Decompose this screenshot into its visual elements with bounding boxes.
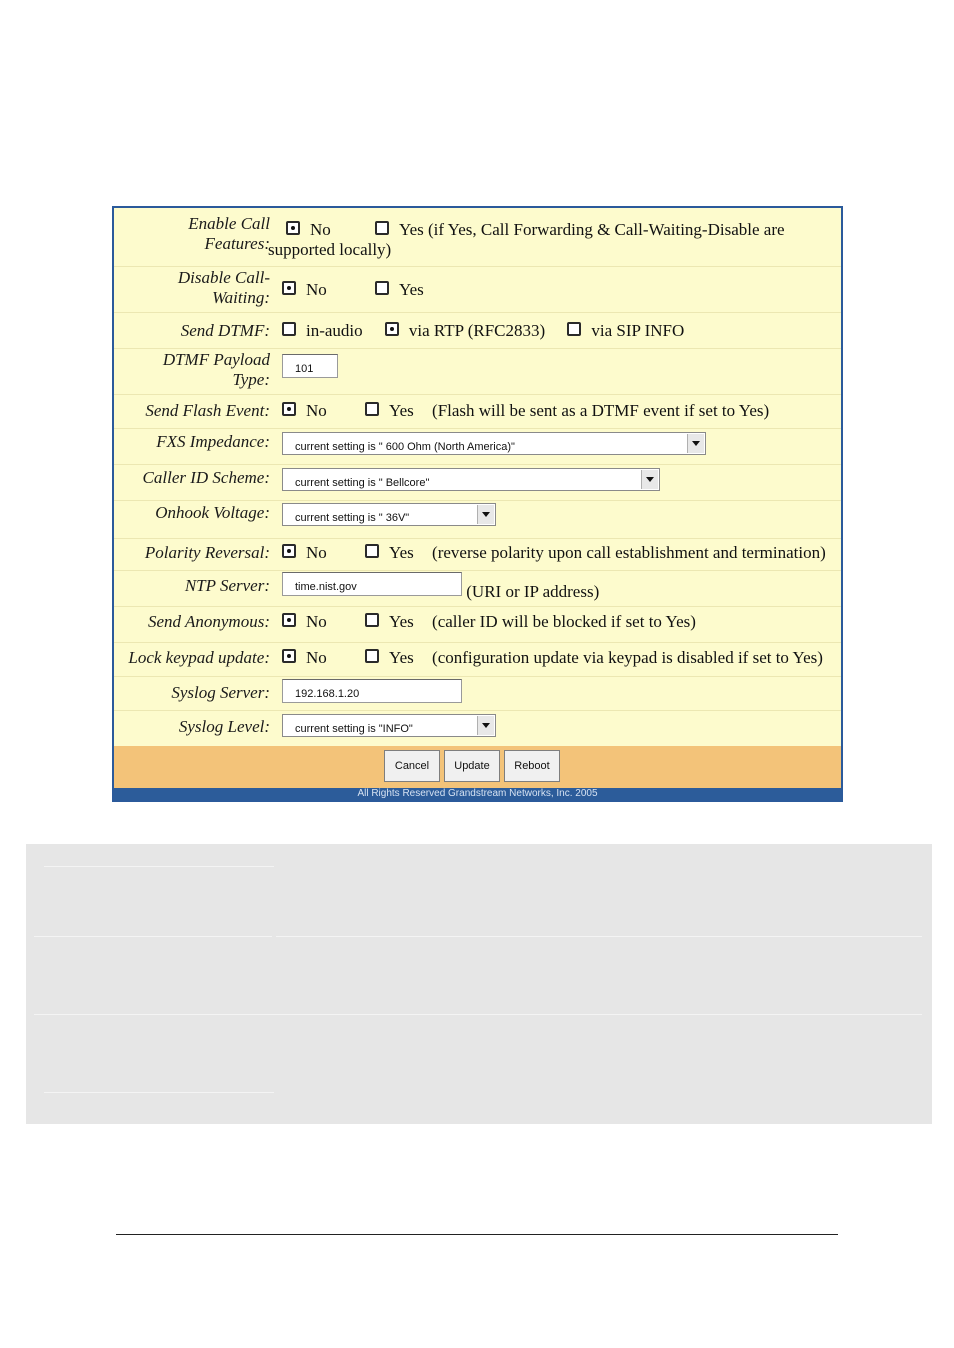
row-polarity-reversal <box>114 538 841 571</box>
row-onhook-voltage <box>114 500 841 539</box>
onhook-voltage-select[interactable]: current setting is " 36V" <box>282 503 496 526</box>
value-syslog-server <box>276 679 837 703</box>
option-no[interactable]: No <box>282 612 327 632</box>
label-enable-call-features: Enable Call Features: <box>188 214 270 253</box>
value-enable-call-features <box>268 220 837 260</box>
value-lock-keypad-update <box>276 648 837 668</box>
label-polarity-reversal: Polarity Reversal: <box>144 543 270 562</box>
label-onhook-voltage: Onhook Voltage: <box>155 503 270 522</box>
label-ntp-server: NTP Server: <box>184 576 270 595</box>
dropdown-arrow-icon[interactable] <box>477 505 494 524</box>
radio-button-icon[interactable] <box>365 649 379 663</box>
label-send-anonymous: Send Anonymous: <box>148 612 270 631</box>
radio-button-icon[interactable] <box>282 544 296 558</box>
row-syslog-server <box>114 676 841 711</box>
option-yes[interactable]: Yes <box>365 612 414 632</box>
note-ntp-server: (URI or IP address) <box>466 582 600 601</box>
row-ntp-server <box>114 570 841 607</box>
value-dtmf-payload-type <box>276 354 837 378</box>
syslog-server-input[interactable]: 192.168.1.20 <box>282 679 462 703</box>
row-enable-call-features <box>114 210 841 267</box>
label-fxs-impedance: FXS Impedance: <box>156 432 270 451</box>
value-fxs-impedance <box>276 432 837 455</box>
dropdown-arrow-icon[interactable] <box>477 716 494 735</box>
option-no[interactable]: No <box>282 648 327 668</box>
radio-button-icon[interactable] <box>282 613 296 627</box>
label-caller-id-scheme: Caller ID Scheme: <box>142 468 270 487</box>
radio-button-icon[interactable] <box>375 221 389 235</box>
divider <box>44 1092 274 1093</box>
option-yes[interactable]: Yes <box>365 543 414 563</box>
option-via-sip-info[interactable]: via SIP INFO <box>567 321 684 341</box>
option-in-audio[interactable]: in-audio <box>282 321 363 341</box>
radio-button-icon[interactable] <box>282 649 296 663</box>
label-send-flash-event: Send Flash Event: <box>145 401 270 420</box>
radio-button-icon[interactable] <box>365 613 379 627</box>
label-send-dtmf: Send DTMF: <box>180 321 270 340</box>
radio-button-icon[interactable] <box>286 221 300 235</box>
caller-id-scheme-select[interactable]: current setting is " Bellcore" <box>282 468 660 491</box>
option-via-rtp[interactable]: via RTP (RFC2833) <box>385 321 545 341</box>
update-button[interactable]: Update <box>444 750 500 782</box>
gray-content-box <box>26 844 932 1124</box>
option-yes[interactable]: Yes <box>375 280 424 300</box>
reboot-button[interactable]: Reboot <box>504 750 560 782</box>
option-no[interactable]: No <box>282 543 327 563</box>
row-send-anonymous <box>114 606 841 643</box>
divider <box>34 1014 922 1015</box>
option-no[interactable]: No <box>282 280 327 300</box>
value-disable-call-waiting <box>276 280 837 300</box>
ntp-server-input[interactable]: time.nist.gov <box>282 572 462 596</box>
radio-button-icon[interactable] <box>365 402 379 416</box>
option-yes[interactable]: Yes (if Yes, Call Forwarding & Call-Waiting-Disable are <box>375 220 785 240</box>
radio-button-icon[interactable] <box>282 281 296 295</box>
option-no[interactable]: No <box>286 220 331 240</box>
value-polarity-reversal <box>276 543 837 563</box>
value-syslog-level <box>276 714 837 737</box>
radio-button-icon[interactable] <box>385 322 399 336</box>
divider <box>34 936 272 937</box>
note-polarity-reversal: (reverse polarity upon call establishment and termination) <box>432 543 826 562</box>
dropdown-arrow-icon[interactable] <box>687 434 704 453</box>
value-ntp-server <box>276 572 837 602</box>
value-caller-id-scheme <box>276 468 837 491</box>
value-send-flash-event <box>276 401 837 421</box>
label-lock-keypad-update: Lock keypad update: <box>128 648 270 667</box>
dropdown-arrow-icon[interactable] <box>641 470 658 489</box>
row-caller-id-scheme <box>114 464 841 501</box>
dtmf-payload-input[interactable]: 101 <box>282 354 338 378</box>
label-dtmf-payload-type: DTMF Payload Type: <box>162 350 270 389</box>
note-lock-keypad-update: (configuration update via keypad is disabled if set to Yes) <box>432 648 823 667</box>
config-panel <box>112 206 843 802</box>
value-send-anonymous <box>276 612 837 632</box>
row-send-dtmf <box>114 312 841 349</box>
row-syslog-level <box>114 710 841 746</box>
button-bar <box>114 746 841 788</box>
option-yes[interactable]: Yes <box>365 648 414 668</box>
option-yes[interactable]: Yes <box>365 401 414 421</box>
row-fxs-impedance <box>114 428 841 465</box>
radio-button-icon[interactable] <box>282 322 296 336</box>
page-rule <box>116 1234 838 1235</box>
label-syslog-server: Syslog Server: <box>171 683 270 702</box>
cancel-button[interactable]: Cancel <box>384 750 440 782</box>
row-lock-keypad-update <box>114 642 841 677</box>
copyright-footer: All Rights Reserved Grandstream Networks, Inc. 2005 <box>114 788 841 800</box>
radio-button-icon[interactable] <box>365 544 379 558</box>
divider <box>276 936 922 937</box>
row-dtmf-payload-type <box>114 348 841 395</box>
note-supported-locally: supported locally) <box>268 240 392 259</box>
note-flash-event: (Flash will be sent as a DTMF event if set to Yes) <box>432 401 770 420</box>
radio-button-icon[interactable] <box>375 281 389 295</box>
note-send-anonymous: (caller ID will be blocked if set to Yes) <box>432 612 696 631</box>
option-no[interactable]: No <box>282 401 327 421</box>
fxs-impedance-select[interactable]: current setting is " 600 Ohm (North America)" <box>282 432 706 455</box>
radio-button-icon[interactable] <box>282 402 296 416</box>
radio-button-icon[interactable] <box>567 322 581 336</box>
divider <box>44 866 274 867</box>
value-send-dtmf <box>276 321 837 341</box>
syslog-level-select[interactable]: current setting is "INFO" <box>282 714 496 737</box>
label-syslog-level: Syslog Level: <box>178 717 270 736</box>
label-disable-call-waiting: Disable Call- Waiting: <box>177 268 270 307</box>
value-onhook-voltage <box>276 503 837 526</box>
row-send-flash-event <box>114 394 841 429</box>
row-disable-call-waiting <box>114 266 841 313</box>
